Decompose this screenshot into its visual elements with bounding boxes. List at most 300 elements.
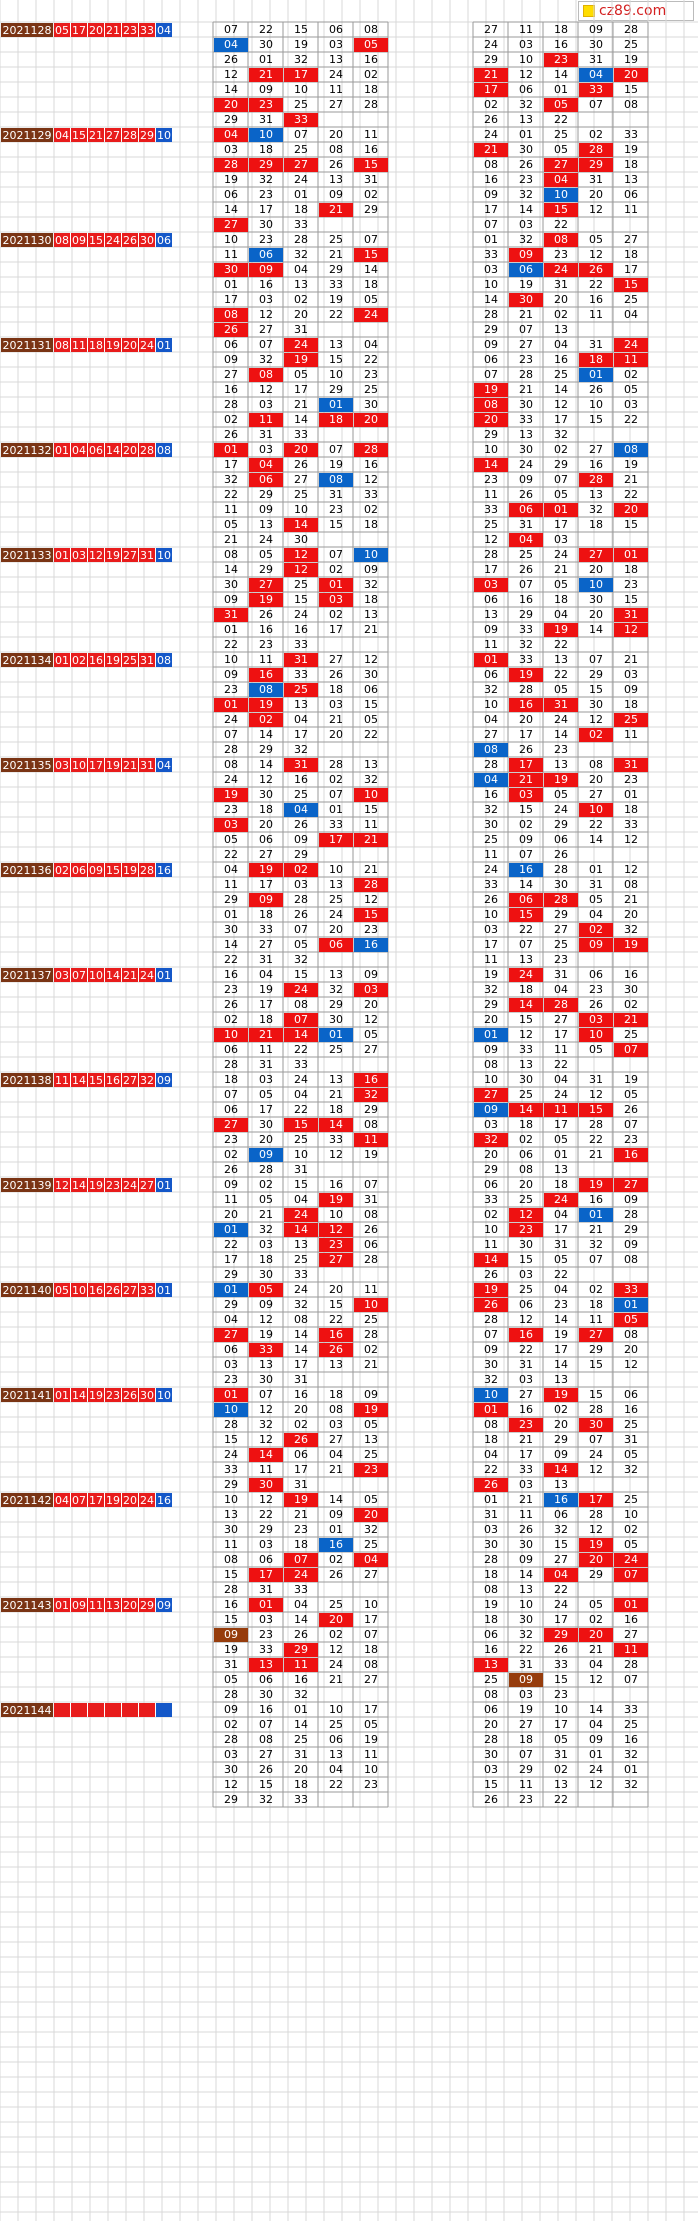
left-number-cell: 15 [364,803,378,816]
right-number-cell: 23 [554,743,568,756]
right-number-cell: 30 [589,593,603,606]
left-number-cell: 23 [259,233,273,246]
left-number-cell: 09 [224,1703,238,1716]
right-number-cell: 13 [554,1373,568,1386]
red-ball: 17 [89,1494,103,1507]
right-number-cell: 33 [519,623,533,636]
right-number-cell: 03 [509,788,543,802]
right-number-cell: 04 [589,908,603,921]
right-number-cell: 32 [624,1463,638,1476]
right-number-cell: 10 [624,1508,638,1521]
left-number-cell: 27 [259,938,273,951]
left-number-cell: 19 [284,353,318,367]
right-number-cell: 19 [579,1538,613,1552]
left-number-cell: 05 [259,1088,273,1101]
left-number-cell: 06 [319,938,353,952]
right-number-cell: 26 [554,1643,568,1656]
right-number-cell: 29 [624,1223,638,1236]
left-number-cell: 31 [284,653,318,667]
left-number-cell: 17 [364,1703,378,1716]
left-number-cell: 16 [259,278,273,291]
red-ball: 15 [89,234,103,247]
right-number-cell: 06 [624,188,638,201]
left-number-cell: 29 [224,113,238,126]
right-number-cell: 29 [484,428,498,441]
left-number-cell: 17 [294,1463,308,1476]
right-number-cell: 20 [519,1178,533,1191]
right-number-cell: 30 [484,1358,498,1371]
right-number-cell: 10 [484,908,498,921]
right-number-cell: 30 [484,818,498,831]
right-number-cell: 05 [554,1253,568,1266]
left-number-cell: 06 [259,1673,273,1686]
right-number-cell: 28 [624,1658,638,1671]
right-number-cell: 21 [614,1013,648,1027]
right-number-cell: 28 [589,1403,603,1416]
right-number-cell: 14 [474,1253,508,1267]
left-number-cell: 14 [294,1343,308,1356]
red-ball: 08 [55,339,69,352]
red-ball: 23 [123,24,137,37]
left-number-cell: 09 [224,1178,238,1191]
right-number-cell: 29 [554,818,568,831]
left-number-cell: 01 [329,803,343,816]
left-number-cell: 04 [294,1598,308,1611]
right-number-cell: 15 [554,1673,568,1686]
left-number-cell: 27 [214,218,248,232]
left-number-cell: 22 [224,953,238,966]
right-number-cell: 10 [484,1073,498,1086]
left-number-cell: 33 [294,1583,308,1596]
left-number-cell: 18 [329,1388,343,1401]
right-number-cell: 06 [519,83,533,96]
left-number-cell: 18 [294,203,308,216]
red-ball: 25 [123,654,137,667]
left-number-cell: 07 [329,548,343,561]
right-number-cell: 11 [544,1103,578,1117]
right-number-cell: 28 [484,548,498,561]
right-number-cell: 21 [474,143,508,157]
red-ball: 01 [55,1389,69,1402]
left-number-cell: 21 [364,623,378,636]
left-number-cell: 02 [329,608,343,621]
left-number-cell: 20 [354,413,388,427]
right-number-cell: 07 [484,218,498,231]
left-number-cell: 19 [259,1328,273,1341]
red-ball: 24 [106,234,120,247]
right-number-cell: 23 [589,983,603,996]
left-number-cell: 31 [364,1193,378,1206]
right-number-cell: 07 [614,1568,648,1582]
left-number-cell: 20 [329,923,343,936]
left-number-cell: 05 [224,833,238,846]
right-number-cell: 19 [624,1073,638,1086]
right-number-cell: 18 [624,698,638,711]
right-number-cell: 13 [519,953,533,966]
left-number-cell: 22 [259,23,273,36]
left-number-cell: 29 [224,1298,238,1311]
right-number-cell: 03 [554,533,568,546]
left-number-cell: 31 [259,428,273,441]
right-number-cell: 31 [484,1508,498,1521]
right-number-cell: 08 [474,743,508,757]
right-number-cell: 25 [624,1718,638,1731]
right-number-cell: 19 [474,1283,508,1297]
right-number-cell: 11 [624,728,638,741]
left-number-cell: 09 [249,1148,283,1162]
left-number-cell: 04 [214,128,248,142]
right-number-cell: 20 [484,1718,498,1731]
left-number-cell: 16 [224,383,238,396]
right-number-cell: 33 [519,653,533,666]
left-number-cell: 04 [224,1313,238,1326]
red-ball: 19 [106,339,120,352]
left-number-cell: 32 [364,773,378,786]
blue-ball [156,1703,172,1717]
right-number-cell: 31 [554,968,568,981]
right-number-cell: 13 [484,608,498,621]
right-number-cell: 10 [579,1028,613,1042]
left-number-cell: 33 [294,638,308,651]
left-number-cell: 14 [259,728,273,741]
right-number-cell: 04 [554,1283,568,1296]
right-number-cell: 14 [554,1358,568,1371]
left-number-cell: 10 [354,548,388,562]
right-number-cell: 13 [589,488,603,501]
left-number-cell: 15 [294,1178,308,1191]
left-number-cell: 24 [294,1283,308,1296]
right-number-cell: 16 [624,1733,638,1746]
left-number-cell: 16 [249,668,283,682]
right-number-cell: 14 [484,293,498,306]
left-number-cell: 08 [294,998,308,1011]
right-number-cell: 02 [519,818,533,831]
left-number-cell: 25 [329,893,343,906]
left-number-cell: 30 [224,578,238,591]
right-number-cell: 17 [519,728,533,741]
right-number-cell: 02 [519,1133,533,1146]
right-number-cell: 13 [554,1778,568,1791]
right-number-cell: 25 [554,368,568,381]
red-ball: 32 [140,1074,154,1087]
right-number-cell: 17 [554,413,568,426]
left-number-cell: 21 [364,1358,378,1371]
right-number-cell: 18 [519,1118,533,1131]
left-number-cell: 09 [259,503,273,516]
right-number-cell: 07 [519,938,533,951]
left-number-cell: 26 [329,158,343,171]
right-number-cell: 01 [624,788,638,801]
right-number-cell: 32 [589,1238,603,1251]
left-number-cell: 03 [224,143,238,156]
right-number-cell: 20 [589,608,603,621]
red-ball: 05 [55,24,69,37]
red-ball: 19 [106,759,120,772]
right-number-cell: 33 [484,503,498,516]
right-number-cell: 02 [554,443,568,456]
left-number-cell: 13 [364,608,378,621]
issue-number: 2021140 [2,1284,52,1297]
left-number-cell: 01 [319,1028,353,1042]
right-number-cell: 24 [484,128,498,141]
left-number-cell: 23 [294,1523,308,1536]
left-number-cell: 04 [294,263,308,276]
right-number-cell: 32 [484,1373,498,1386]
right-number-cell: 05 [554,1133,568,1146]
left-number-cell: 07 [224,728,238,741]
left-number-cell: 30 [329,1013,343,1026]
left-number-cell: 18 [294,1778,308,1791]
right-number-cell: 14 [554,383,568,396]
left-number-cell: 16 [319,1328,353,1342]
right-number-cell: 16 [589,458,603,471]
left-number-cell: 12 [319,1223,353,1237]
right-number-cell: 07 [519,578,533,591]
right-number-cell: 02 [589,1283,603,1296]
left-number-cell: 32 [294,1298,308,1311]
right-number-cell: 03 [624,668,638,681]
left-number-cell: 28 [354,443,388,457]
right-number-cell: 32 [519,98,533,111]
red-ball: 14 [72,1074,86,1087]
right-number-cell: 29 [554,458,568,471]
right-number-cell: 06 [484,593,498,606]
right-number-cell: 11 [589,308,603,321]
left-number-cell: 28 [224,1418,238,1431]
left-number-cell: 29 [224,1268,238,1281]
left-number-cell: 07 [224,23,238,36]
right-number-cell: 06 [484,1178,498,1191]
left-number-cell: 17 [259,998,273,1011]
right-number-cell: 25 [624,1493,638,1506]
right-number-cell: 18 [579,353,613,367]
left-number-cell: 16 [364,53,378,66]
left-number-cell: 13 [364,1433,378,1446]
left-number-cell: 15 [294,968,308,981]
right-number-cell: 27 [624,1628,638,1641]
blue-ball: 08 [157,654,171,667]
right-number-cell: 20 [589,188,603,201]
left-number-cell: 28 [224,1733,238,1746]
left-number-cell: 25 [329,233,343,246]
blue-ball: 01 [157,1179,171,1192]
right-number-cell: 01 [519,128,533,141]
right-number-cell: 23 [554,248,568,261]
left-number-cell: 13 [294,1238,308,1251]
left-number-cell: 02 [284,863,318,877]
left-number-cell: 32 [259,1223,273,1236]
right-number-cell: 09 [589,1733,603,1746]
blue-ball: 09 [157,1599,171,1612]
right-number-cell: 19 [614,938,648,952]
right-number-cell: 33 [484,1193,498,1206]
right-number-cell: 05 [554,788,568,801]
red-ball: 24 [140,339,154,352]
left-number-cell: 17 [294,383,308,396]
right-number-cell: 25 [624,1418,638,1431]
left-number-cell: 10 [214,1028,248,1042]
right-number-cell: 08 [589,758,603,771]
right-number-cell: 32 [554,1523,568,1536]
left-number-cell: 19 [259,983,273,996]
left-number-cell: 33 [224,1463,238,1476]
left-number-cell: 13 [329,878,343,891]
left-number-cell: 31 [294,323,308,336]
left-number-cell: 14 [224,203,238,216]
right-number-cell: 20 [589,773,603,786]
left-number-cell: 21 [354,833,388,847]
left-number-cell: 24 [329,68,343,81]
right-number-cell: 11 [614,353,648,367]
right-number-cell: 12 [519,68,533,81]
right-number-cell: 26 [519,743,533,756]
left-number-cell: 09 [364,968,378,981]
left-number-cell: 20 [214,98,248,112]
right-number-cell: 26 [484,113,498,126]
right-number-cell: 11 [519,1778,533,1791]
right-number-cell: 08 [484,1058,498,1071]
left-number-cell: 28 [224,1688,238,1701]
left-number-cell: 04 [329,1763,343,1776]
left-number-cell: 14 [284,518,318,532]
left-number-cell: 21 [294,1508,308,1521]
left-number-cell: 08 [364,1118,378,1131]
right-number-cell: 25 [554,128,568,141]
right-number-cell: 08 [519,1163,533,1176]
left-number-cell: 16 [294,1673,308,1686]
left-number-cell: 11 [284,1658,318,1672]
left-number-cell: 26 [294,458,308,471]
right-number-cell: 11 [589,1313,603,1326]
right-number-cell: 08 [484,1418,498,1431]
right-number-cell: 20 [589,563,603,576]
right-number-cell: 23 [624,773,638,786]
right-number-cell: 31 [589,338,603,351]
left-number-cell: 12 [364,473,378,486]
right-number-cell: 03 [519,1688,533,1701]
right-number-cell: 27 [614,1178,648,1192]
issue-number: 2021131 [2,339,52,352]
left-number-cell: 18 [259,908,273,921]
left-number-cell: 28 [294,233,308,246]
left-number-cell: 20 [329,1283,343,1296]
left-number-cell: 16 [294,1388,308,1401]
left-number-cell: 13 [364,758,378,771]
right-number-cell: 05 [554,488,568,501]
left-number-cell: 16 [364,458,378,471]
left-number-cell: 11 [259,1463,273,1476]
right-number-cell: 30 [519,1073,533,1086]
left-number-cell: 03 [259,1073,273,1086]
right-number-cell: 01 [554,83,568,96]
left-number-cell: 15 [224,1433,238,1446]
right-number-cell: 27 [484,728,498,741]
red-ball: 19 [106,654,120,667]
left-number-cell: 30 [259,788,273,801]
right-number-cell: 21 [519,1493,533,1506]
red-ball: 12 [89,549,103,562]
left-number-cell: 25 [294,788,308,801]
right-number-cell: 25 [554,938,568,951]
right-number-cell: 28 [554,863,568,876]
right-number-cell: 11 [624,203,638,216]
left-number-cell: 11 [329,83,343,96]
left-number-cell: 33 [259,923,273,936]
left-number-cell: 06 [224,188,238,201]
left-number-cell: 12 [259,1493,273,1506]
right-number-cell: 25 [484,1673,498,1686]
left-number-cell: 29 [224,893,238,906]
right-number-cell: 01 [554,1148,568,1161]
right-number-cell: 11 [484,488,498,501]
issue-number: 2021130 [2,234,52,247]
right-number-cell: 22 [484,1463,498,1476]
right-number-cell: 26 [474,1298,508,1312]
right-number-cell: 16 [509,698,543,712]
right-number-cell: 10 [579,803,613,817]
red-ball: 09 [89,864,103,877]
right-number-cell: 22 [554,113,568,126]
right-number-cell: 31 [544,698,578,712]
left-number-cell: 26 [364,1223,378,1236]
right-number-cell: 15 [624,83,638,96]
right-number-cell: 24 [509,968,543,982]
right-number-cell: 29 [579,158,613,172]
left-number-cell: 08 [224,758,238,771]
left-number-cell: 14 [224,563,238,576]
left-number-cell: 07 [259,1388,273,1401]
red-ball: 30 [140,234,154,247]
left-number-cell: 14 [329,1493,343,1506]
left-number-cell: 22 [329,1313,343,1326]
left-number-cell: 08 [294,1313,308,1326]
right-number-cell: 07 [614,1043,648,1057]
left-number-cell: 18 [364,278,378,291]
red-ball: 19 [89,1179,103,1192]
left-number-cell: 13 [329,173,343,186]
left-number-cell: 31 [294,1163,308,1176]
left-number-cell: 07 [294,923,308,936]
left-number-cell: 10 [329,1703,343,1716]
right-number-cell: 32 [484,803,498,816]
right-number-cell: 25 [519,1088,533,1101]
left-number-cell: 29 [259,1523,273,1536]
left-number-cell: 15 [364,698,378,711]
left-number-cell: 16 [259,1703,273,1716]
right-number-cell: 13 [554,653,568,666]
left-number-cell: 02 [259,1178,273,1191]
right-number-cell: 02 [484,1208,498,1221]
left-number-cell: 04 [294,1088,308,1101]
red-ball: 04 [72,444,86,457]
left-number-cell: 29 [329,263,343,276]
right-number-cell: 24 [554,1088,568,1101]
right-number-cell: 14 [589,833,603,846]
left-number-cell: 31 [284,758,318,772]
left-number-cell: 26 [329,1568,343,1581]
left-number-cell: 27 [249,578,283,592]
left-number-cell: 30 [224,1523,238,1536]
left-number-cell: 33 [329,1133,343,1146]
left-number-cell: 03 [354,983,388,997]
right-number-cell: 19 [544,773,578,787]
right-number-cell: 30 [579,1418,613,1432]
right-number-cell: 23 [484,473,498,486]
right-number-cell: 03 [519,218,533,231]
left-number-cell: 29 [224,1478,238,1491]
right-number-cell: 07 [519,323,533,336]
right-number-cell: 29 [589,1568,603,1581]
